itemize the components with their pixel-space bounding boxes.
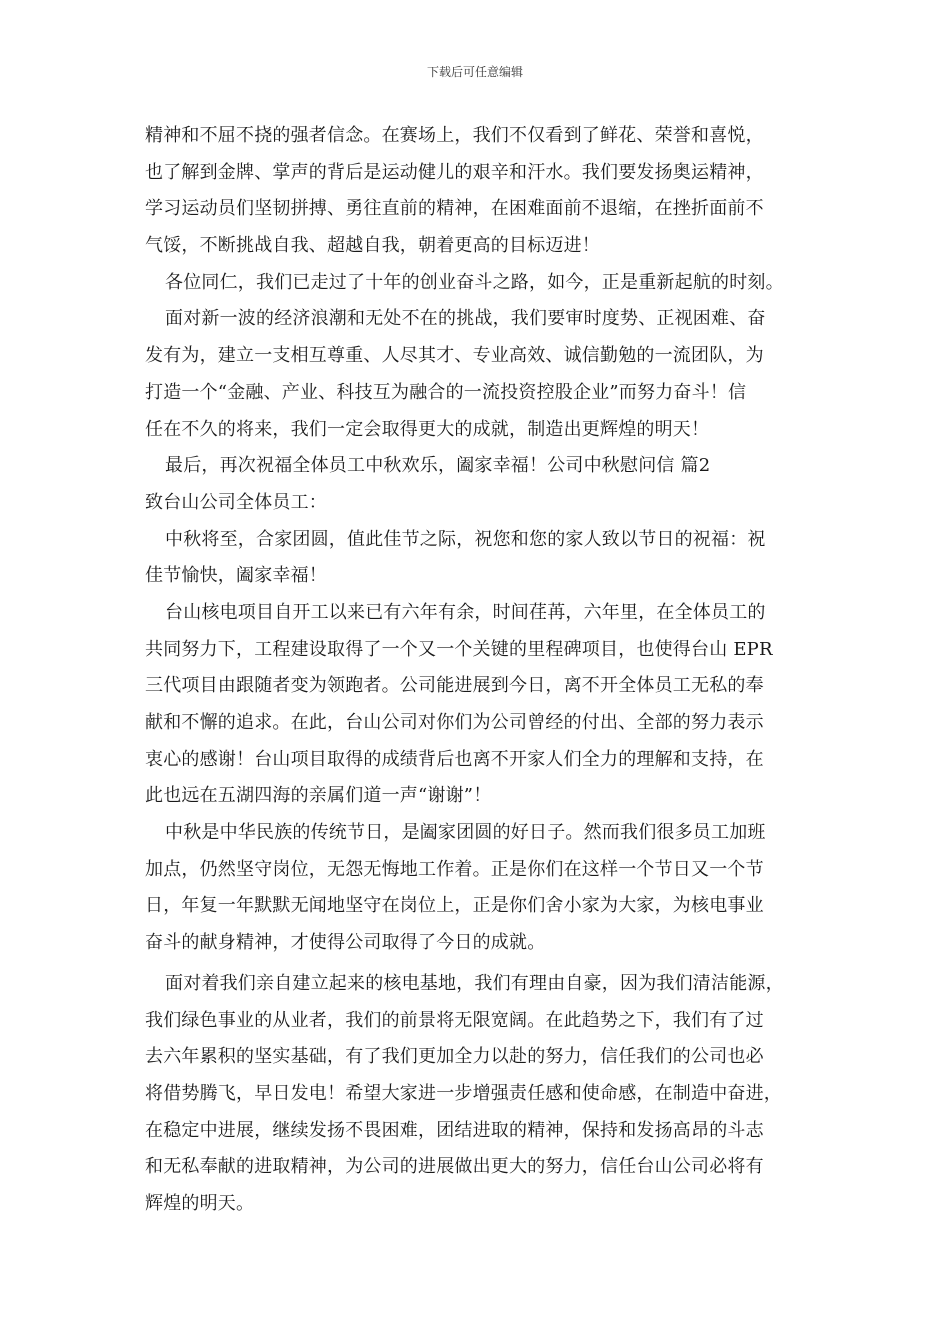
text-line: 面对着我们亲自建立起来的核电基地，我们有理由自豪，因为我们清洁能源， (165, 972, 784, 994)
text-line: 在稳定中进展，继续发扬不畏困难，团结进取的精神，保持和发扬高昂的斗志 (145, 1119, 764, 1141)
text-line: 中秋是中华民族的传统节日，是阖家团圆的好日子。然而我们很多员工加班 (165, 822, 766, 844)
text-line: 和无私奉献的进取精神，为公司的进展做出更大的努力，信任台山公司必将有 (145, 1156, 764, 1178)
text-line: 台山核电项目自开工以来已有六年有余，时间荏苒，六年里，在全体员工的 (165, 601, 766, 623)
text-line: 学习运动员们坚韧拼搏、勇往直前的精神，在困难面前不退缩，在挫折面前不 (145, 198, 764, 220)
salutation: 致台山公司全体员工： (145, 491, 327, 513)
text-line: 面对新一波的经济浪潮和无处不在的挑战，我们要审时度势、正视困难、奋 (165, 308, 766, 330)
text-line: 辉煌的明天。 (145, 1192, 255, 1214)
text-line: 我们绿色事业的从业者，我们的前景将无限宽阔。在此趋势之下，我们有了过 (145, 1009, 764, 1031)
text-line: 任在不久的将来，我们一定会取得更大的成就，制造出更辉煌的明天！ (145, 418, 710, 440)
text-line: 中秋将至，合家团圆，值此佳节之际，祝您和您的家人致以节日的祝福：祝 (165, 528, 766, 550)
text-line: 加点，仍然坚守岗位，无怨无悔地工作着。正是你们在这样一个节日又一个节 (145, 858, 764, 880)
text-line: 气馁，不断挑战自我、超越自我，朝着更高的目标迈进！ (145, 235, 600, 257)
text-line: 将借势腾飞，早日发电！希望大家进一步增强责任感和使命感，在制造中奋进， (145, 1082, 782, 1104)
text-line: 日，年复一年默默无闻地坚守在岗位上，正是你们舍小家为大家，为核电事业 (145, 895, 764, 917)
text-line: 最后，再次祝福全体员工中秋欢乐，阖家幸福！公司中秋慰问信 篇2 (165, 455, 711, 477)
text-line: 献和不懈的追求。在此，台山公司对你们为公司曾经的付出、全部的努力表示 (145, 712, 764, 733)
text-line: 此也远在五湖四海的亲属们道一声“谢谢”！ (145, 785, 492, 807)
text-line: 佳节愉快，阖家幸福！ (145, 565, 327, 587)
text-line: 共同努力下，工程建设取得了一个又一个关键的里程碑项目，也使得台山 EPR (145, 638, 773, 660)
text-line: 各位同仁，我们已走过了十年的创业奋斗之路，如今，正是重新起航的时刻。 (165, 271, 784, 293)
text-line: 打造一个“金融、产业、科技互为融合的一流投资控股企业”而努力奋斗！信 (145, 381, 747, 403)
text-line: 奋斗的献身精神，才使得公司取得了今日的成就。 (145, 932, 546, 954)
text-line: 去六年累积的坚实基础，有了我们更加全力以赴的努力，信任我们的公司也必 (145, 1046, 764, 1068)
text-line: 衷心的感谢！台山项目取得的成绩背后也离不开家人们全力的理解和支持，在 (145, 748, 764, 770)
text-line: 三代项目由跟随者变为领跑者。公司能进展到今日，离不开全体员工无私的奉 (145, 675, 764, 697)
text-line: 发有为，建立一支相互尊重、人尽其才、专业高效、诚信勤勉的一流团队，为 (145, 345, 764, 367)
document-body (145, 118, 813, 1223)
text-line: 精神和不屈不挠的强者信念。在赛场上，我们不仅看到了鲜花、荣誉和喜悦， (145, 125, 764, 146)
text-line: 也了解到金牌、掌声的背后是运动健儿的艰辛和汗水。我们要发扬奥运精神， (145, 161, 764, 183)
page-header: 下载后可任意编辑 (426, 65, 523, 79)
